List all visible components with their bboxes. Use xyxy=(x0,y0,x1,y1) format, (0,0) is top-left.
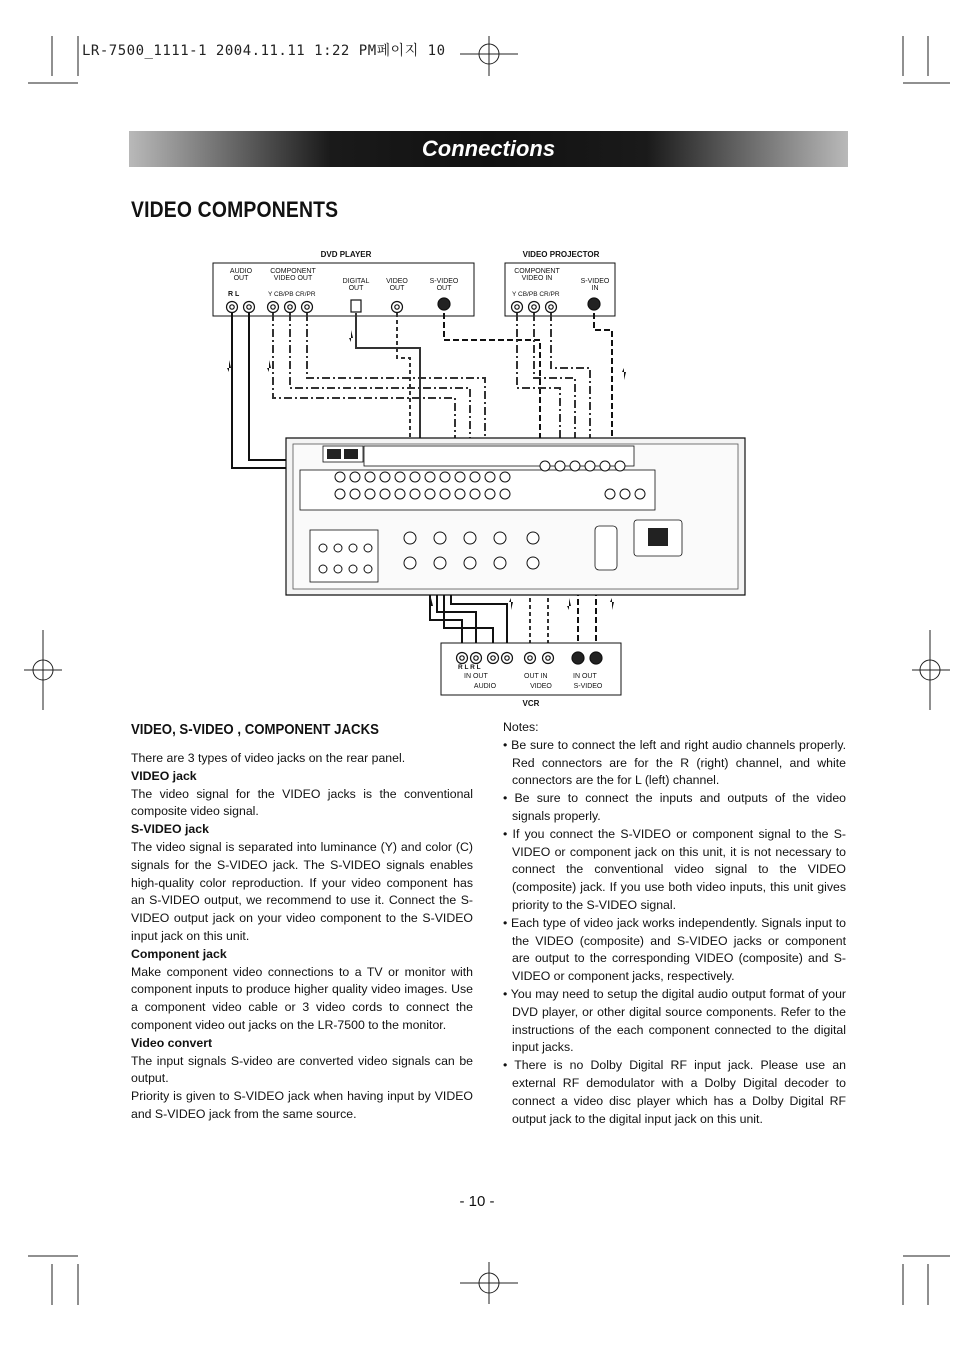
note-item: • Be sure to connect the left and right audio channels properly. Red connectors are for the R (right) channel, and white connectors are the for L (left) channel. xyxy=(503,737,846,788)
vcr-video-io-label: OUT IN xyxy=(524,673,548,680)
note-item: • There is no Dolby Digital RF input jack. Please use an external RF demodulator with a Dolby Digital decoder to connect a video disc player which has a Dolby Digital RF output jack to the digital input jack on this unit. xyxy=(503,1058,846,1126)
dvd-player-label: DVD PLAYER xyxy=(320,250,372,259)
page-number: - 10 - xyxy=(459,1193,495,1210)
video-convert-heading: Video convert xyxy=(131,1035,213,1050)
dvd-svideo-out-label-1: S-VIDEO xyxy=(429,278,459,285)
dvd-video-out-label-1: VIDEO xyxy=(386,278,408,285)
video-jack-text: The video signal for the VIDEO jacks is the conventional composite video signal. xyxy=(131,786,473,819)
note-item: • Each type of video jack works independently. Signals input to the VIDEO (composite) and S-VIDEO jacks or component are output to the corresponding VIDEO (composite) and S-VIDEO or component jacks, respectively. xyxy=(503,915,846,984)
component-jack-text: Make component video connections to a TV or monitor with component inputs to produce higher quality video images. Use a component video cable or 3 video cords to connect the component video out jacks on the LR-7500 to the monitor. xyxy=(131,964,473,1032)
dvd-component-out-label-1: COMPONENT xyxy=(270,268,316,275)
dvd-rl-label: R L xyxy=(228,291,240,298)
jacks-intro: There are 3 types of video jacks on the rear panel. xyxy=(131,751,406,765)
print-header: LR-7500_1111-1 2004.11.11 1:22 PM페이지 10 xyxy=(82,43,446,59)
dvd-video-out-label-2: OUT xyxy=(389,285,405,292)
video-convert-text-2: Priority is given to S-VIDEO jack when having input by VIDEO and S-VIDEO jack from the same source. xyxy=(131,1089,473,1121)
vcr-rlrl-label: R L R L xyxy=(458,664,481,671)
dvd-component-out-label-2: VIDEO OUT xyxy=(273,275,313,282)
banner-title: Connections xyxy=(421,136,556,161)
video-jack-heading: VIDEO jack xyxy=(131,768,197,783)
proj-ycbcr-label: Y CB/PB CR/PR xyxy=(512,291,560,298)
svideo-jack-heading: S-VIDEO jack xyxy=(131,822,209,837)
dvd-svideo-out-label-2: OUT xyxy=(436,285,452,292)
receiver-rear-panel xyxy=(286,438,745,595)
jacks-section-title: VIDEO, S-VIDEO , COMPONENT JACKS xyxy=(131,721,379,738)
note-item: • Be sure to connect the inputs and outputs of the video signals properly. xyxy=(503,791,846,823)
proj-svideo-in-label-1: S-VIDEO xyxy=(580,278,610,285)
component-jack-heading: Component jack xyxy=(131,946,227,961)
jacks-description xyxy=(131,750,473,1124)
video-projector-label: VIDEO PROJECTOR xyxy=(522,250,600,259)
video-projector-panel xyxy=(505,250,615,316)
notes-heading: Notes: xyxy=(503,720,539,734)
dvd-audio-out-label-1: AUDIO xyxy=(229,268,253,275)
page-title: VIDEO COMPONENTS xyxy=(131,197,339,222)
proj-component-in-label-2: VIDEO IN xyxy=(521,275,553,282)
dvd-ycbcr-label: Y CB/PB CR/PR xyxy=(268,291,316,298)
proj-component-in-label-1: COMPONENT xyxy=(514,268,560,275)
video-convert-text-1: The input signals S-video are converted video signals can be output. xyxy=(131,1053,473,1086)
vcr-svideo-io-label: IN OUT xyxy=(573,673,597,680)
vcr-video-label: VIDEO xyxy=(530,683,552,690)
vcr-label: VCR xyxy=(522,699,540,708)
dvd-audio-out-label-2: OUT xyxy=(233,275,249,282)
svideo-jack-text: The video signal is separated into luminance (Y) and color (C) signals for the S-VIDEO jack. The S-VIDEO signals enables high-quality color reproduction. If your video component has an S-VIDEO output, we recommend to use it. Connect the S-VIDEO output jack on your video component to the S-VIDEO input jack on this unit. xyxy=(131,839,473,943)
dvd-digital-out-label-1: DIGITAL xyxy=(342,278,370,285)
proj-svideo-in-label-2: IN xyxy=(591,285,599,292)
dvd-player-panel xyxy=(213,250,474,316)
note-item: • If you connect the S-VIDEO or component signal to the S-VIDEO or component jack on this unit, it is not necessary to connect the conventional video signal to the VIDEO (composite) jack. If you use both video inputs, this unit gives priority to the S-VIDEO signal. xyxy=(503,826,846,912)
note-item: • You may need to setup the digital audio output format of your DVD player, or other digital source components. Refer to the instructions of the each component connected to the digital input jacks. xyxy=(503,986,846,1055)
vcr-svideo-label: S-VIDEO xyxy=(573,683,603,690)
vcr-audio-label: AUDIO xyxy=(473,683,497,690)
dvd-digital-out-label-2: OUT xyxy=(348,285,364,292)
vcr-audio-io-label: IN OUT xyxy=(464,673,488,680)
notes-block xyxy=(503,719,846,1128)
vcr-panel xyxy=(441,643,621,708)
